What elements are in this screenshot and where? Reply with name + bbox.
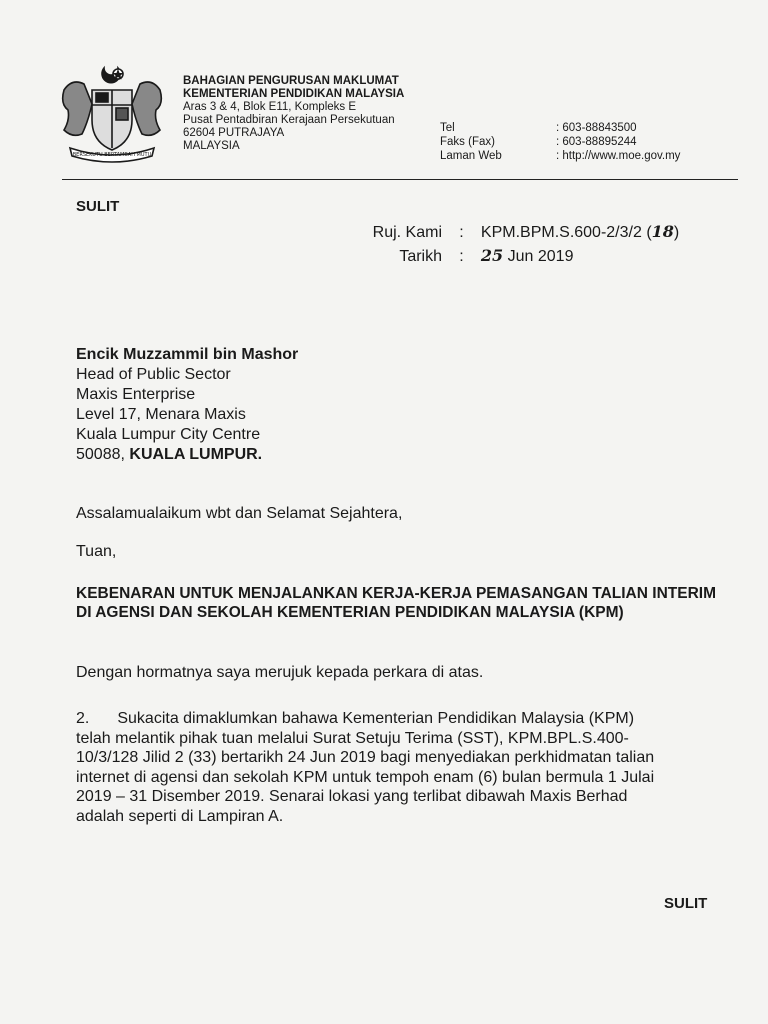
- recipient-city: KUALA LUMPUR.: [129, 446, 263, 463]
- classification-top: SULIT: [76, 198, 120, 215]
- address-line: Pusat Pentadbiran Kerajaan Persekutuan: [183, 114, 395, 126]
- paragraph-2: [76, 709, 716, 826]
- classification-bottom: SULIT: [664, 895, 708, 912]
- reference-block: [360, 220, 679, 268]
- paragraph-line: 2. Sukacita dimaklumkan bahawa Kementerian Pendidikan Malaysia (KPM): [76, 710, 635, 727]
- ministry-name: KEMENTERIAN PENDIDIKAN MALAYSIA: [183, 88, 405, 100]
- paragraph-1: Dengan hormatnya saya merujuk kepada perkara di atas.: [76, 664, 484, 681]
- svg-text:BERSEKUTU BERTAMBAH MUTU: BERSEKUTU BERTAMBAH MUTU: [72, 152, 152, 158]
- paragraph-line: adalah seperti di Lampiran A.: [76, 807, 284, 825]
- address-line: Aras 3 & 4, Blok E11, Kompleks E: [183, 101, 357, 113]
- ruj-separator: :: [459, 224, 464, 241]
- tarikh-separator: :: [459, 248, 464, 265]
- tarikh-label: Tarikh: [399, 248, 442, 265]
- fax-value: : 603-88895244: [556, 136, 637, 148]
- recipient-line: Kuala Lumpur City Centre: [76, 426, 261, 443]
- reference-row: [360, 220, 679, 244]
- ruj-handwritten-number: 18: [651, 222, 674, 241]
- web-value: : http://www.moe.gov.my: [556, 150, 681, 162]
- tel-label: Tel: [440, 122, 455, 134]
- recipient-city-line: [76, 445, 298, 465]
- recipient-address: [76, 345, 298, 465]
- contact-labels: [440, 121, 502, 163]
- letterhead-organization: [183, 75, 404, 153]
- recipient-name: Encik Muzzammil bin Mashor: [76, 346, 299, 363]
- recipient-line: Level 17, Menara Maxis: [76, 406, 246, 423]
- paragraph-line: 2019 – 31 Disember 2019. Senarai lokasi yang terlibat dibawah Maxis Berhad: [76, 788, 628, 805]
- web-label: Laman Web: [440, 150, 502, 162]
- contact-values: [556, 121, 680, 163]
- tel-value: : 603-88843500: [556, 122, 637, 134]
- ruj-close: ): [673, 224, 680, 241]
- coat-of-arms-emblem: [52, 60, 172, 165]
- subject-heading: KEBENARAN UNTUK MENJALANKAN KERJA-KERJA PEMASANGAN TALIAN INTERIM DI AGENSI DAN SEKOLAH KEMENTERIAN PENDIDIKAN MALAYSIA (KPM): [76, 585, 716, 621]
- address-line: MALAYSIA: [183, 140, 240, 152]
- recipient-postcode: 50088,: [76, 446, 125, 463]
- paragraph-line: telah melantik pihak tuan melalui Surat Setuju Terima (SST), KPM.BPL.S.400-: [76, 729, 629, 747]
- fax-label: Faks (Fax): [440, 136, 495, 148]
- header-divider: [62, 179, 738, 180]
- paragraph-line: 10/3/128 Jilid 2 (33) bertarikh 24 Jun 2019 bagi menyediakan perkhidmatan talian: [76, 749, 655, 766]
- recipient-company: Maxis Enterprise: [76, 386, 196, 403]
- tarikh-value: Jun 2019: [507, 248, 574, 265]
- ruj-value: KPM.BPM.S.600-2/3/2 (: [480, 224, 652, 241]
- address-line: 62604 PUTRAJAYA: [183, 127, 285, 139]
- recipient-title: Head of Public Sector: [76, 366, 231, 383]
- department-name: BAHAGIAN PENGURUSAN MAKLUMAT: [183, 75, 399, 87]
- paragraph-line: internet di agensi dan sekolah KPM untuk tempoh enam (6) bulan bermula 1 Julai: [76, 768, 655, 786]
- greeting: Assalamualaikum wbt dan Selamat Sejahtera,: [76, 505, 403, 522]
- paragraph-number: 2.: [76, 710, 90, 727]
- salutation: Tuan,: [76, 543, 117, 560]
- tarikh-handwritten-day: 25: [480, 246, 504, 265]
- date-row: [360, 244, 679, 268]
- ruj-label: Ruj. Kami: [372, 224, 442, 241]
